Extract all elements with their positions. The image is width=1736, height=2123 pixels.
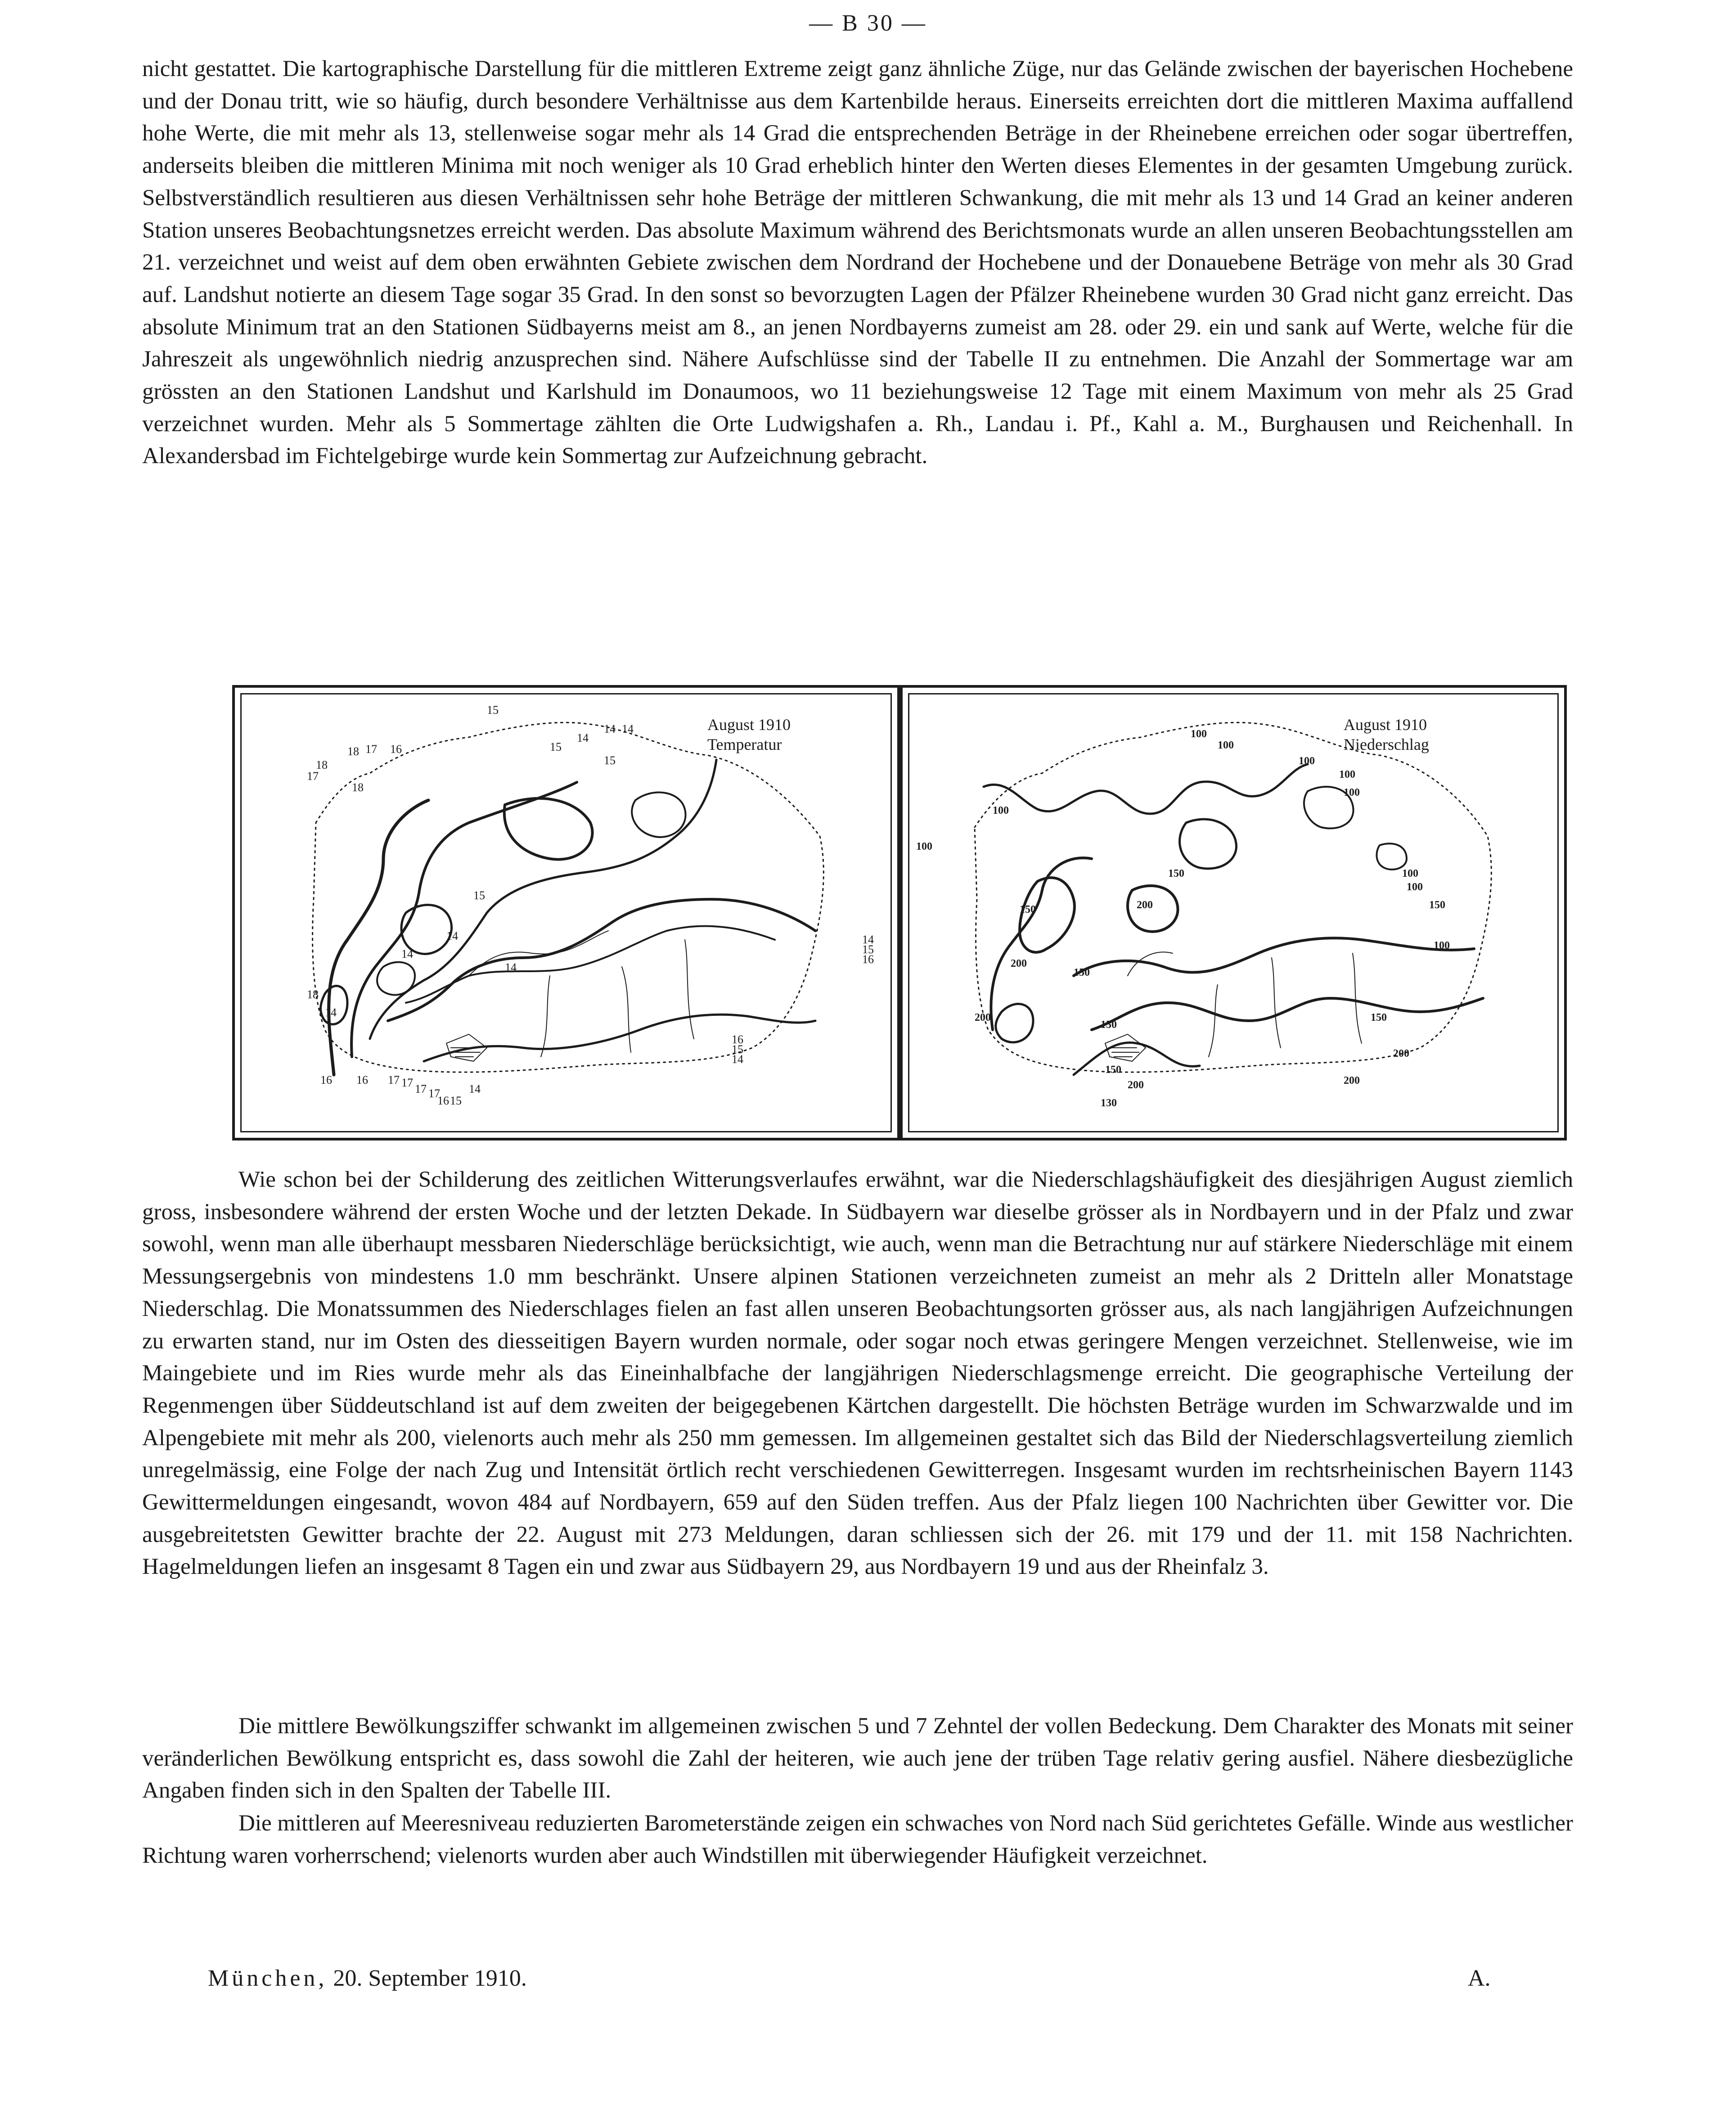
paragraph-barometer: Die mittleren auf Meeresniveau reduzierten Barometerstände zeigen ein schwaches von Nord nach Süd gerichtetes Gefälle. Winde aus westlicher Richtung waren vorherrschend; vielenorts wurden aber auch Windstillen mit überwiegender Häufigkeit verzeichnet. [142, 1811, 1573, 1868]
iso-label: 100 [1407, 881, 1423, 893]
page-number: — B 30 — [809, 10, 927, 36]
iso-label: 15 [862, 943, 874, 956]
iso-label: 100 [993, 805, 1009, 816]
iso-label: 16 [320, 1073, 332, 1086]
paragraph-top: nicht gestattet. Die kartographische Darstellung für die mittleren Extreme zeigt ganz ähnliche Züge, nur das Gelände zwischen der bayerischen Hochebene und der Donau tritt, wie so häufig, durch besondere Verhältnisse aus dem Kartenbilde heraus. Einerseits erreichten dort die mittleren Maxima auffallend hohe Werte, die mit mehr als 13, stellenweise sogar mehr als 14 Grad die entsprechenden Beträge in der Rheinebene erreichen oder sogar übertreffen, anderseits bleiben die mittleren Minima mit noch weniger als 10 Grad erheblich hinter den Werten dieses Elementes in der gesamten Umgebung zurück. Selbstverständlich resultieren aus diesen Verhältnissen sehr hohe Beträge der mittleren Schwankung, die mit mehr als 13 und 14 Grad an keiner anderen Station unseres Beobachtungsnetzes erreicht werden. Das absolute Maximum während des Berichtsmonats wurde an allen unseren Beobachtungsstellen am 21. verzeichnet und weist auf dem oben erwähnten Gebiete zwischen dem Nordrand der Hochebene und der Donauebene Beträge von mehr als 30 Grad auf. Landshut notierte an diesem Tage sogar 35 Grad. In den sonst so bevorzugten Lagen der Pfälzer Rheinebene wurden 30 Grad nicht ganz erreicht. Das absolute Minimum trat an den Stationen Südbayerns meist am 8., an jenen Nordbayerns zumeist am 28. oder 29. ein und sank auf Werte, welche für die Jahreszeit als ungewöhnlich niedrig anzusprechen sind. Nähere Aufschlüsse sind der Tabelle II zu entnehmen. Die Anzahl der Sommertage war am grössten an den Stationen Landshut und Karlshuld im Donaumoos, wo 11 beziehungsweise 12 Tage mit einem Maximum von mehr als 25 Grad verzeichnet wurden. Mehr als 5 Sommertage zählten die Orte Ludwigshafen a. Rh., Landau i. Pf., Kahl a. M., Burghausen und Reichenhall. In Alexandersbad im Fichtelgebirge wurde kein Sommertag zur Aufzeichnung gebracht. [142, 56, 1573, 469]
iso-label: 100 [1339, 769, 1355, 780]
map-title: August 1910 [707, 716, 791, 734]
map-subtitle: Temperatur [707, 735, 782, 753]
iso-label: 16 [356, 1073, 368, 1086]
iso-label: 15 [450, 1094, 462, 1107]
precipitation-map-drawing [903, 688, 1564, 1138]
iso-label: 150 [1020, 904, 1036, 915]
iso-label: 150 [1101, 1019, 1117, 1031]
iso-label: 17 [428, 1087, 440, 1100]
iso-label: 15 [550, 740, 562, 753]
iso-label: 14 [577, 731, 589, 744]
iso-label: 17 [401, 1076, 413, 1089]
iso-label: 16 [437, 1094, 449, 1107]
iso-label: 100 [1344, 787, 1360, 798]
signature-place-date [208, 1965, 527, 1992]
iso-label: 150 [1074, 967, 1090, 978]
iso-label: 18 [307, 988, 319, 1001]
temperature-map [232, 685, 900, 1140]
iso-label: 150 [1371, 1012, 1387, 1023]
iso-label: 14 [469, 1082, 481, 1095]
iso-label: 17 [388, 1073, 400, 1086]
iso-label: 14 [862, 933, 874, 946]
iso-label: 15 [604, 754, 616, 767]
signature-initial: A. [1468, 1965, 1491, 1991]
iso-label: 15 [487, 703, 499, 717]
precipitation-map [900, 685, 1567, 1140]
iso-label: 16 [862, 953, 874, 966]
iso-label: 200 [975, 1012, 991, 1023]
iso-label: 15 [732, 1043, 743, 1056]
iso-label: 200 [1011, 958, 1027, 969]
signature-place: München, [208, 1965, 328, 1991]
iso-label: 200 [1344, 1075, 1360, 1086]
iso-label: 200 [1137, 899, 1153, 911]
iso-label: 200 [1128, 1079, 1144, 1091]
map-title: August 1910 [1344, 716, 1427, 734]
iso-label: 100 [1218, 739, 1234, 751]
iso-label: 17 [365, 743, 377, 756]
iso-label: 130 [1101, 1097, 1117, 1109]
iso-label: 150 [1168, 868, 1184, 879]
iso-label: 14 [325, 1006, 337, 1019]
iso-label: 100 [1299, 755, 1315, 767]
iso-label: 15 [473, 889, 485, 902]
iso-label: 100 [916, 841, 932, 852]
iso-label: 18 [347, 745, 359, 758]
temperature-map-drawing [235, 688, 897, 1138]
iso-label: 16 [732, 1033, 743, 1046]
iso-label: 18 [316, 758, 328, 771]
iso-label: 14 [604, 722, 616, 735]
iso-label: 14 [446, 929, 458, 942]
iso-label: 17 [307, 770, 319, 783]
iso-label: 14 [505, 961, 517, 974]
iso-label: 14 [622, 722, 634, 735]
map-subtitle: Niederschlag [1344, 735, 1429, 753]
iso-label: 14 [401, 947, 413, 960]
iso-label: 100 [1191, 728, 1207, 740]
iso-label: 150 [1429, 899, 1445, 911]
iso-label: 100 [1402, 868, 1418, 879]
iso-label: 18 [352, 781, 364, 794]
paragraph-cloudiness: Die mittlere Bewölkungsziffer schwankt im allgemeinen zwischen 5 und 7 Zehntel der vollen Bedeckung. Dem Charakter des Monats mit seiner veränderlichen Bewölkung entspricht es, dass sowohl die Zahl der heiteren, wie auch jene der trüben Tage relativ gering ausfiel. Nähere diesbezügliche Angaben finden sich in den Spalten der Tabelle III. [142, 1713, 1573, 1803]
iso-label: 100 [1434, 940, 1450, 951]
paragraph-precipitation: Wie schon bei der Schilderung des zeitlichen Witterungsverlaufes erwähnt, war die Niederschlagshäufigkeit des diesjährigen August ziemlich gross, insbesondere während der ersten Woche und der letzten Dekade. In Südbayern war dieselbe grösser als in Nordbayern und in der Pfalz und zwar sowohl, wenn man alle überhaupt messbaren Niederschläge berücksichtigt, wie auch, wenn man die Betrachtung nur auf stärkere Niederschläge mit einem Messungsergebnis von mindestens 1.0 mm beschränkt. Unsere alpinen Stationen verzeichneten zumeist an mehr als 2 Dritteln aller Monatstage Niederschlag. Die Monatssummen des Niederschlages fielen an fast allen unseren Beobachtungsorten grösser aus, als nach langjährigen Aufzeichnungen zu erwarten stand, nur im Osten des diesseitigen Bayern wurden normale, oder sogar noch etwas geringere Mengen verzeichnet. Stellenweise, wie im Maingebiete und im Ries wurde mehr als das Eineinhalbfache der langjährigen Niederschlagsmenge erreicht. Die geographische Verteilung der Regenmengen über Süddeutschland ist auf dem zweiten der beigegebenen Kärtchen dargestellt. Die höchsten Beträge wurden im Schwarzwalde und im Alpengebiete mit mehr als 200, vielenorts auch mehr als 250 mm gemessen. Im allgemeinen gestaltet sich das Bild der Niederschlagsverteilung ziemlich unregelmässig, eine Folge der nach Zug und Intensität örtlich recht verschiedenen Gewitterregen. Insgesamt wurden im rechtsrheinischen Bayern 1143 Gewittermeldungen eingesandt, wovon 484 auf Nordbayern, 659 auf den Süden treffen. Aus der Pfalz liegen 100 Nachrichten über Gewitter vor. Die ausgebreitetsten Gewitter brachte der 22. August mit 273 Meldungen, daran schliessen sich der 26. mit 179 und der 11. mit 158 Nachrichten. Hagelmeldungen liefen an insgesamt 8 Tagen ein und zwar aus Südbayern 29, aus Nordbayern 19 und aus der Rheinfalz 3. [142, 1167, 1573, 1580]
iso-label: 17 [415, 1082, 427, 1095]
iso-label: 14 [732, 1053, 743, 1066]
signature-date: 20. September 1910. [333, 1965, 527, 1991]
iso-label: 200 [1393, 1048, 1409, 1059]
iso-label: 150 [1105, 1064, 1121, 1076]
iso-label: 16 [390, 743, 402, 756]
